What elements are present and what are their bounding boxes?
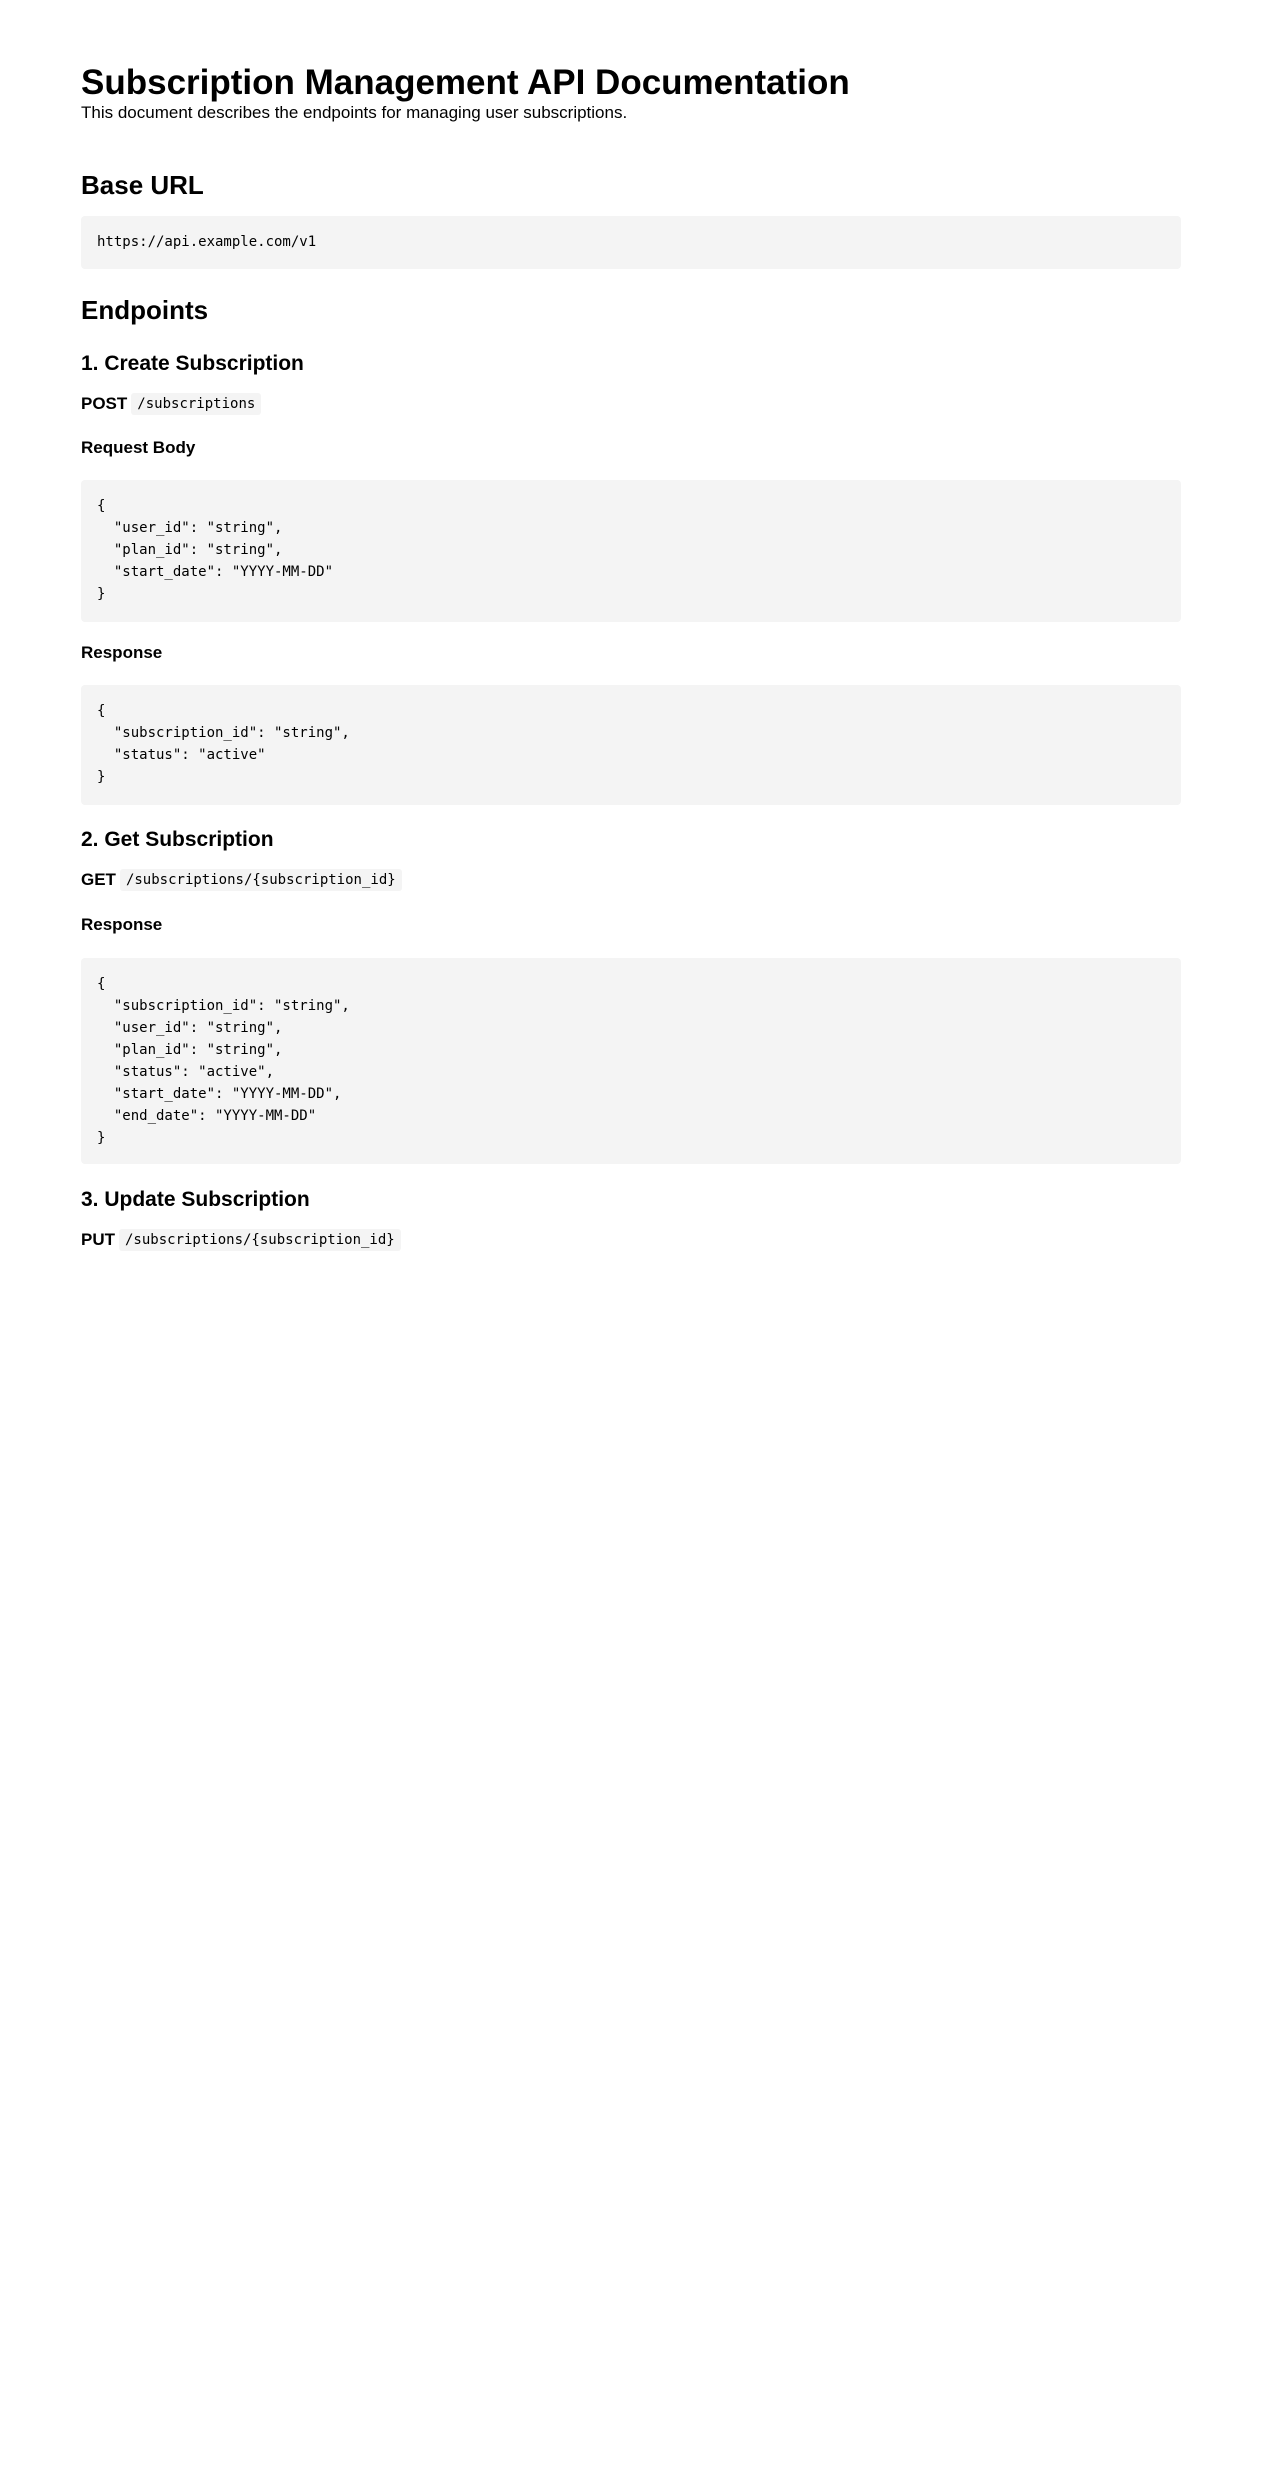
endpoint-signature-update <box>81 1229 401 1251</box>
page-title: Subscription Management API Documentation <box>81 63 850 102</box>
response-heading-get: Response <box>81 915 163 934</box>
http-method: PUT <box>81 1230 115 1249</box>
intro-text: This document describes the endpoints for managing user subscriptions. <box>81 103 628 122</box>
endpoint-path: /subscriptions/{subscription_id} <box>119 1229 401 1251</box>
endpoints-heading: Endpoints <box>81 295 209 325</box>
endpoint-heading-update: 3. Update Subscription <box>81 1188 310 1211</box>
endpoint-signature-get <box>81 869 402 891</box>
endpoint-heading-get: 2. Get Subscription <box>81 828 274 851</box>
http-method: GET <box>81 870 116 889</box>
endpoint-path: /subscriptions/{subscription_id} <box>120 869 402 891</box>
http-method: POST <box>81 394 128 413</box>
base-url-code: https://api.example.com/v1 <box>81 216 1181 269</box>
endpoint-path: /subscriptions <box>131 393 261 415</box>
response-heading-create: Response <box>81 643 163 662</box>
endpoint-heading-create: 1. Create Subscription <box>81 352 304 375</box>
response-code-get: { "subscription_id": "string", "user_id": "string", "plan_id": "string", "status": "active", "start_date": "YYYY-MM-DD", "end_date": "YYYY-MM-DD" } <box>81 958 1181 1164</box>
request-body-heading: Request Body <box>81 438 196 457</box>
base-url-heading: Base URL <box>81 170 204 200</box>
endpoint-signature-create <box>81 393 261 415</box>
request-body-code: { "user_id": "string", "plan_id": "string", "start_date": "YYYY-MM-DD" } <box>81 480 1181 622</box>
response-code-create: { "subscription_id": "string", "status": "active" } <box>81 685 1181 805</box>
